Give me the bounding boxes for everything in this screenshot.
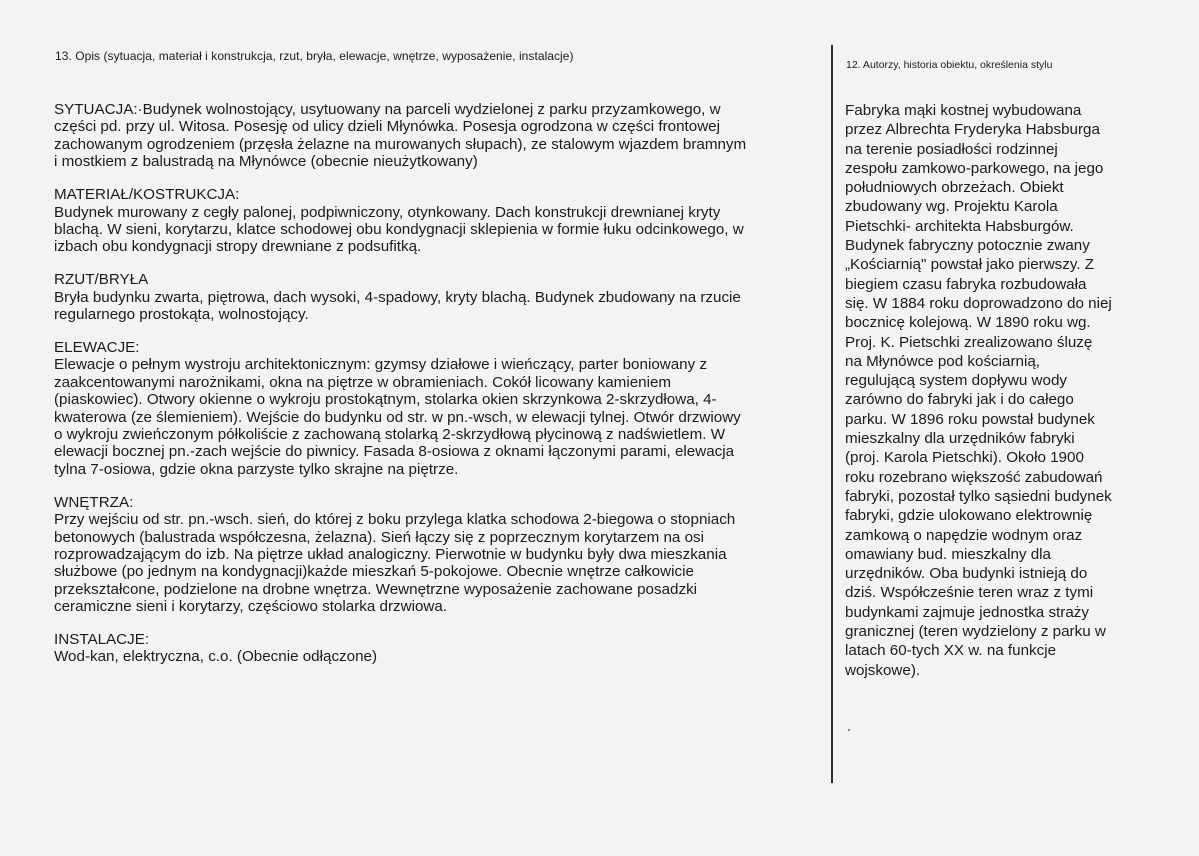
section-text-material: Budynek murowany z cegły palonej, podpiwniczony, otynkowany. Dach konstrukcji drewnianej kryty blachą. W sieni, korytarzu, klatce schodowej obu kondygnacji sklepienia w formie łuku odcinkowego, w izbach obu kondygnacji stropy drewniane z podsufitką. <box>54 203 744 256</box>
section-text-situation: części pd. przy ul. Witosa. Posesję od ulicy dzieli Młynówka. Posesja ogrodzona w części frontowej zachowanym ogrodzeniem (przęsła żelazne na murowanych słupach), ze stalowym wjazdem bramnym i mostkiem z balustradą na Młynówce (obecnie nieużytkowany) <box>54 118 747 171</box>
section-text-plan: Bryła budynku zwarta, piętrowa, dach wysoki, 4-spadowy, kryty blachą. Budynek zbudowany na rzucie regularnego prostokąta, wolnostojący. <box>54 288 741 324</box>
section-elevations <box>54 339 824 478</box>
history-body: Fabryka mąki kostnej wybudowana przez Albrechta Fryderyka Habsburga na terenie posiadłości rodzinnej zespołu zamkowo-parkowego, na jego południowych obrzeżach. Obiekt zbudowany wg. Projektu Karola Pietschki- architekta Habsburgów. Budynek fabryczny potocznie zwany „Kościarnią" powstał jako pierwszy. Z biegiem czasu fabryka rozbudowała się. W 1884 roku doprowadzono do niej bocznicę kolejową. W 1890 roku wg. Proj. K. Pietschki zrealizowano śluzę na Młynówce pod kościarnią, regulującą system dopływu wody zarówno do fabryki jak i do całego parku. W 1896 roku powstał budynek mieszkalny dla urzędników fabryki (proj. Karola Pietschki). Około 1900 roku rozebrano większość zabudowań fabryki, pozostał tylko sąsiedni budynek fabryki, gdzie ulokowano elektrownię zamkową o napędzie wodnym oraz omawiany bud. mieszkalny dla urzędników. Oba budynki istnieją do dziś. Współcześnie teren wraz z tymi budynkami zajmuje jednostka straży granicznej (teren wydzielony z parku w latach 60-tych XX w. na funkcje wojskowe). <box>845 102 1112 679</box>
section-installations <box>54 631 824 666</box>
section-text-interiors: Przy wejściu od str. pn.-wsch. sień, do której z boku przylega klatka schodowa 2-biegowa o stopniach betonowych (balustrada współczesna, żelazna). Sień łączy się z poprzecznym korytarzem na osi rozprowadzającym do izb. Na piętrze układ analogiczny. Pierwotnie w budynku były dwa mieszkania służbowe (po jednym na kondygnacji)każde mieszkań 5-pokojowe. Obecnie wnętrze całkowicie przekształcone, podzielone na drobne wnętrza. Wewnętrzne wyposażenie zachowane posadzki ceramiczne sieni i korytarzy, częściowo stolarka drzwiowa. <box>54 511 736 616</box>
section-text-installations: Wod-kan, elektryczna, c.o. (Obecnie odłączone) <box>54 648 378 666</box>
section-title-material: MATERIAŁ/KOSTRUKCJA: <box>54 186 240 204</box>
history-section-heading: 12. Autorzy, historia obiektu, określenia stylu <box>846 59 1053 71</box>
section-title-plan: RZUT/BRYŁA <box>54 271 149 289</box>
section-title-installations: INSTALACJE: <box>54 631 150 649</box>
section-situation <box>54 101 824 171</box>
section-title-situation: SYTUACJA:·Budynek wolnostojący, usytuowany na parceli wydzielonej z parku przyzamkowego, w <box>54 101 721 118</box>
description-section-heading: 13. Opis (sytuacja, materiał i konstrukcja, rzut, bryła, elewacje, wnętrze, wyposażenie, instalacje) <box>55 49 574 63</box>
section-title-interiors: WNĘTRZA: <box>54 493 134 511</box>
section-material <box>54 186 824 256</box>
description-body <box>54 101 824 681</box>
section-plan <box>54 271 824 323</box>
scan-speck <box>848 729 850 731</box>
section-title-elevations: ELEWACJE: <box>54 338 140 356</box>
section-text-elevations: Elewacje o pełnym wystroju architektonicznym: gzymsy działowe i wieńczący, parter boniowany z zaakcentowanymi narożnikami, okna na piętrze w obramieniach. Cokół licowany kamieniem (piaskowiec). Otwory okienne o wykroju prostokątnym, stolarka okien skrzynkowa 2-skrzydłowa, 4- kwaterowa (ze ślemieniem). Wejście do budynku od str. w pn.-wsch, w elewacji tylnej. Otwór drzwiowy o wykroju zwieńczonym półkoliście z zachowaną stolarką 2-skrzydłową płycinową z nadświetlem. W elewacji bocznej pn.-zach wejście do piwnicy. Fasada 8-osiowa z oknami łączonymi parami, elewacja tylna 7-osiowa, gdzie okna parzyste tylko skrajne na piętrze. <box>54 356 741 478</box>
section-interiors <box>54 494 824 616</box>
column-divider <box>831 45 833 783</box>
